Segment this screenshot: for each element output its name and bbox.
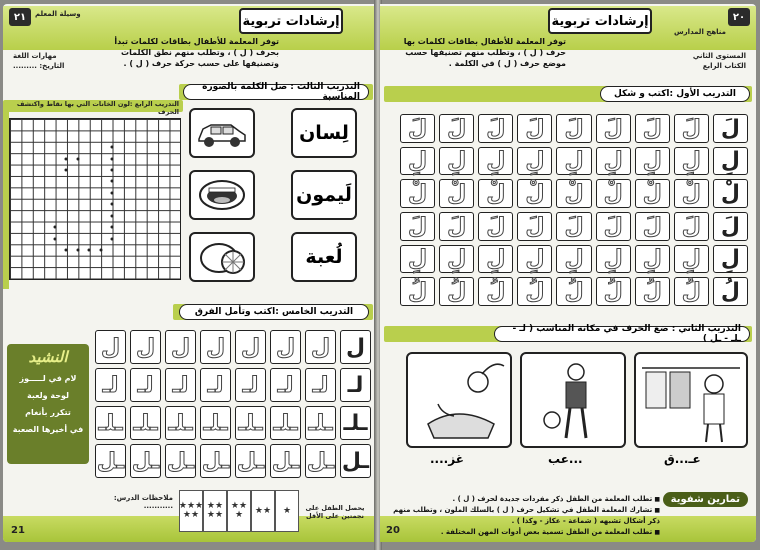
ex5-cell[interactable]: لـ xyxy=(305,368,336,402)
basket-icon xyxy=(408,354,510,446)
ex5-cell[interactable]: ـلـ xyxy=(165,406,196,440)
stars-2[interactable] xyxy=(251,490,275,532)
word-card-1[interactable]: لِسان xyxy=(291,108,357,158)
star-rating[interactable] xyxy=(179,490,299,532)
scene-clothes[interactable] xyxy=(634,352,748,448)
ex1-cell[interactable]: لَ xyxy=(596,114,631,143)
ex1-cell: لَ xyxy=(713,114,748,143)
ex5-cell[interactable]: ل xyxy=(165,330,196,364)
ex1-cell[interactable]: لِ xyxy=(556,147,591,176)
stars-4[interactable] xyxy=(203,490,227,532)
poem-line: لوحة ولعبة xyxy=(26,391,70,400)
word-card-3[interactable]: لُعبة xyxy=(291,232,357,282)
coloring-dots xyxy=(10,119,182,281)
ex5-cell[interactable]: ل xyxy=(95,330,126,364)
ex5-cell[interactable]: ـل xyxy=(270,444,301,478)
ex1-cell[interactable]: لُ xyxy=(674,277,709,306)
stars-3[interactable] xyxy=(227,490,251,532)
player-icon xyxy=(522,354,624,446)
ex5-cell[interactable]: ـل xyxy=(95,444,126,478)
ex1-cell[interactable]: لِ xyxy=(400,245,435,274)
guide-text: توفر المعلمة للأطفال بطاقات لكلمات بها حرف ( ل ) ، وتطلب منهم تصنيفها حسب موضع حرف ( ل ) في الكلمة . xyxy=(403,37,566,68)
ex1-cell[interactable]: لِ xyxy=(596,245,631,274)
car-picture[interactable] xyxy=(189,108,255,158)
book-name: مناهج المدارس xyxy=(673,28,726,36)
ex5-cell[interactable]: لـ xyxy=(235,368,266,402)
page-number-top: ٢١ xyxy=(9,8,31,26)
star-icon: ★ xyxy=(234,510,244,520)
ex5-cell[interactable]: ـل xyxy=(200,444,231,478)
ex1-cell[interactable]: لَ xyxy=(400,212,435,241)
page-number-bottom: 20 xyxy=(386,525,400,536)
ex5-cell[interactable]: ـل xyxy=(165,444,196,478)
exercise5-grid xyxy=(95,330,371,478)
ex1-cell[interactable]: لْ xyxy=(674,179,709,208)
ex5-cell[interactable]: ـل xyxy=(130,444,161,478)
ex1-cell[interactable]: لِ xyxy=(635,245,670,274)
oral-exercises-list xyxy=(390,494,660,538)
oral-item: ■ تطلب المعلمة من الطفل ذكر مفردات جديدة لحرف ( ل ) . xyxy=(390,494,660,505)
ex1-cell[interactable]: لَ xyxy=(478,114,513,143)
stars-5[interactable] xyxy=(179,490,203,532)
ex5-cell[interactable]: ـل xyxy=(305,444,336,478)
ex1-cell[interactable]: لِ xyxy=(478,245,513,274)
mouth-icon xyxy=(195,176,249,214)
word-card-2[interactable]: لَيمون xyxy=(291,170,357,220)
ex1-cell[interactable]: لِ xyxy=(517,147,552,176)
ex1-cell[interactable]: لَ xyxy=(674,212,709,241)
ex1-cell[interactable]: لَ xyxy=(596,212,631,241)
ex1-cell[interactable]: لِ xyxy=(439,245,474,274)
exercise2-title: التدريب الثاني : ضع الحرف في مكانه المناسب ( لـ - ـلـ - ـل ) xyxy=(494,326,750,342)
fill-word-3[interactable]: عـ...ق xyxy=(664,452,701,466)
book-name: وسيلة المعلم xyxy=(35,10,81,18)
ex1-cell[interactable]: لَ xyxy=(556,212,591,241)
poem-line: لام في لـــــوز xyxy=(19,374,77,383)
ex1-cell[interactable]: لْ xyxy=(478,179,513,208)
exercise5-title: التدريب الخامس :اكتب وتأمل الفرق xyxy=(179,304,369,320)
ex5-cell[interactable]: ـلـ xyxy=(130,406,161,440)
ex1-cell[interactable]: لِ xyxy=(478,147,513,176)
ex1-cell[interactable]: لِ xyxy=(517,245,552,274)
fill-word-2[interactable]: ...عب xyxy=(548,452,583,466)
coloring-grid[interactable] xyxy=(9,118,181,280)
ex1-cell: لِ xyxy=(713,245,748,274)
star-icon: ★★ xyxy=(206,510,224,520)
ex1-cell[interactable]: لْ xyxy=(635,179,670,208)
teacher-notes[interactable]: ملاحظات الدرس: ........... xyxy=(113,494,173,510)
left-page xyxy=(3,4,377,542)
ex1-cell: لُ xyxy=(713,277,748,306)
page-number-bottom: 21 xyxy=(11,525,25,536)
guide-text: توفر المعلمة للأطفال بطاقات لكلمات تبدأ بحرف ( ل ) ، وتطلب منهم نطق الكلمات وتصنيفها على حسب حركة حرف ( ل ) . xyxy=(114,37,279,68)
meta-subject: مهارات اللغة xyxy=(13,52,57,60)
meta-date: التاريخ: ......... xyxy=(13,62,65,70)
star-icon: ★★ xyxy=(206,501,224,511)
ex5-cell[interactable]: ل xyxy=(270,330,301,364)
ex1-cell[interactable]: لُ xyxy=(400,277,435,306)
ex5-cell[interactable]: لـ xyxy=(95,368,126,402)
ex1-cell[interactable]: لِ xyxy=(400,147,435,176)
ex5-cell[interactable]: ـل xyxy=(235,444,266,478)
star-icon: ★★ xyxy=(254,505,272,516)
ex1-cell[interactable]: لَ xyxy=(556,114,591,143)
ex1-cell[interactable]: لَ xyxy=(635,114,670,143)
scene-basketball[interactable] xyxy=(520,352,626,448)
ex5-cell[interactable]: ـلـ xyxy=(305,406,336,440)
ex1-cell[interactable]: لْ xyxy=(439,179,474,208)
exercise1-title: التدريب الأول :اكتب و شكل xyxy=(600,86,750,102)
ex1-cell[interactable]: لَ xyxy=(635,212,670,241)
star-icon: ★★ xyxy=(230,501,248,511)
star-icon: ★ xyxy=(282,505,292,516)
ex5-cell[interactable]: ل xyxy=(305,330,336,364)
scene-basket[interactable] xyxy=(406,352,512,448)
page-title: إرشادات تربوية xyxy=(548,8,652,34)
ex5-cell: ل xyxy=(340,330,371,364)
ex5-cell[interactable]: لـ xyxy=(165,368,196,402)
car-icon xyxy=(195,115,249,151)
ex1-cell[interactable]: لِ xyxy=(596,147,631,176)
stars-1[interactable] xyxy=(275,490,299,532)
poem-line: في أخيرها الصعبة xyxy=(12,425,84,434)
poem-line: تتكرر بأنغام xyxy=(25,408,71,417)
ex1-cell[interactable]: لُ xyxy=(635,277,670,306)
ex5-cell[interactable]: ـلـ xyxy=(200,406,231,440)
oral-item: ■ تشارك المعلمة الطفل في تشكيل حرف ( ل ) بالسلك الملون ، وتطلب منهم ذكر أشكال تشبهه ( شماعة - عكاز - وكذا ) . xyxy=(390,505,660,527)
clothes-hanger-icon xyxy=(636,354,746,446)
page-number-top: ٢٠ xyxy=(728,8,750,26)
ex5-cell[interactable]: ل xyxy=(235,330,266,364)
ex5-cell: ـلـ xyxy=(340,406,371,440)
ex1-cell[interactable]: لْ xyxy=(517,179,552,208)
ex1-cell[interactable]: لِ xyxy=(674,245,709,274)
meta-level: المستوى الثاني xyxy=(692,52,746,60)
lemon-icon xyxy=(195,238,249,276)
star-icon: ★★ xyxy=(182,510,200,520)
ex1-cell[interactable]: لَ xyxy=(674,114,709,143)
ex1-cell[interactable]: لْ xyxy=(596,179,631,208)
oral-exercises-title: تمارين شفوية xyxy=(663,492,748,507)
ex1-cell[interactable]: لُ xyxy=(478,277,513,306)
right-page xyxy=(380,4,756,542)
ex1-cell[interactable]: لُ xyxy=(517,277,552,306)
evaluation-label: يحصل الطفل على نجمتين على الأقل xyxy=(305,504,365,520)
exercise3-title: التدريب الثالث : صل الكلمة بالصورة المناسبة xyxy=(183,84,369,100)
ex5-cell[interactable]: لـ xyxy=(130,368,161,402)
ex1-cell[interactable]: لَ xyxy=(439,114,474,143)
ex1-cell[interactable]: لْ xyxy=(556,179,591,208)
ex5-cell[interactable]: ل xyxy=(200,330,231,364)
mouth-picture[interactable] xyxy=(189,170,255,220)
lemon-picture[interactable] xyxy=(189,232,255,282)
ex1-cell[interactable]: لِ xyxy=(674,147,709,176)
ex1-cell: لْ xyxy=(713,179,748,208)
ex5-cell: ـل xyxy=(340,444,371,478)
ex5-cell[interactable]: ل xyxy=(130,330,161,364)
ex1-cell[interactable]: لُ xyxy=(556,277,591,306)
ex1-cell[interactable]: لْ xyxy=(400,179,435,208)
ex1-cell[interactable]: لِ xyxy=(635,147,670,176)
ex5-cell: لـ xyxy=(340,368,371,402)
exercise1-grid xyxy=(400,114,748,306)
ex1-cell[interactable]: لُ xyxy=(596,277,631,306)
ex1-cell: لِ xyxy=(713,147,748,176)
ex5-cell[interactable]: لـ xyxy=(200,368,231,402)
poem-box xyxy=(7,344,89,464)
ex5-cell[interactable]: ـلـ xyxy=(270,406,301,440)
star-icon: ★★★ xyxy=(178,501,204,511)
ex1-cell[interactable]: لَ xyxy=(439,212,474,241)
ex1-cell[interactable]: لَ xyxy=(517,212,552,241)
fill-word-1[interactable]: غز.... xyxy=(430,452,464,466)
ex5-cell[interactable]: ـلـ xyxy=(235,406,266,440)
exercise4-title: التدريب الرابع :لون الخانات التي بها نقاط واكتشف الحرف xyxy=(16,100,179,116)
poem-title: النشيد xyxy=(28,348,68,366)
ex1-cell: لَ xyxy=(713,212,748,241)
oral-item: ■ تطلب المعلمة من الطفل تسمية بعض أدوات المهن المختلفة . xyxy=(390,527,660,538)
ex1-cell[interactable]: لَ xyxy=(517,114,552,143)
ex5-cell[interactable]: ـلـ xyxy=(95,406,126,440)
ex1-cell[interactable]: لِ xyxy=(556,245,591,274)
ex1-cell[interactable]: لُ xyxy=(439,277,474,306)
ex1-cell[interactable]: لَ xyxy=(478,212,513,241)
ex5-cell[interactable]: لـ xyxy=(270,368,301,402)
meta-book: الكتاب الرابع xyxy=(702,62,746,70)
ex1-cell[interactable]: لِ xyxy=(439,147,474,176)
page-title: إرشادات تربوية xyxy=(239,8,343,34)
ex1-cell[interactable]: لَ xyxy=(400,114,435,143)
